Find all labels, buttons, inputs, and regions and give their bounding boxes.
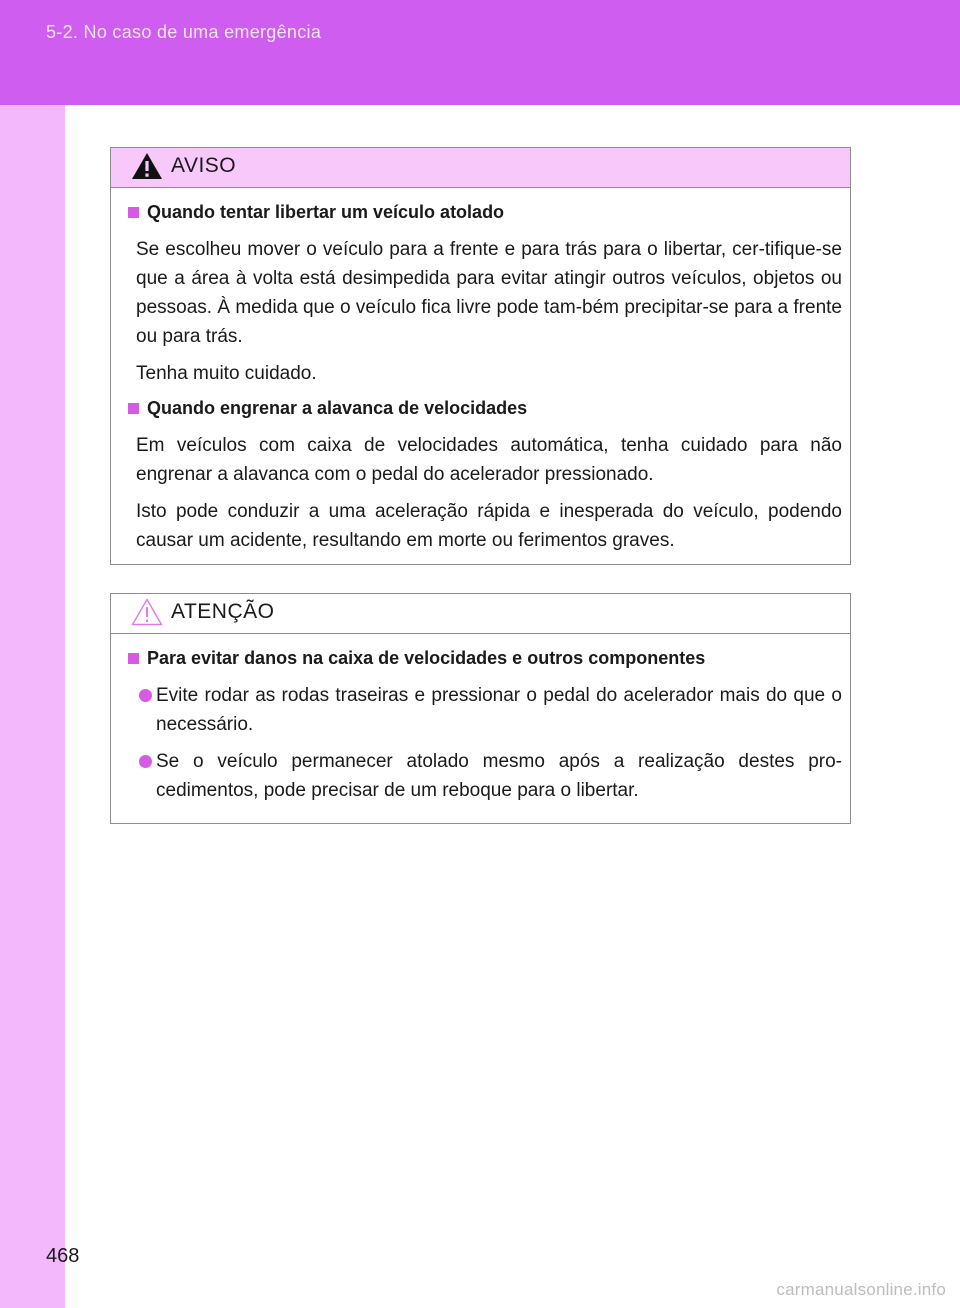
paragraph: Em veículos com caixa de velocidades automática, tenha cuidado para não engrenar a alavanca com o pedal do acelerador pressionado. — [136, 435, 842, 485]
paragraph: Tenha muito cuidado. — [136, 363, 317, 384]
list-item-text: Evite rodar as rodas traseiras e pressionar o pedal do acelerador mais do que o necessário. — [156, 685, 842, 735]
warning-box-header — [111, 148, 850, 188]
warning-triangle-outline-icon — [131, 597, 163, 627]
warning-box — [110, 147, 851, 565]
side-strip — [0, 105, 65, 1308]
square-bullet-icon — [128, 403, 139, 414]
paragraph: Isto pode conduzir a uma aceleração rápida e inesperada do veículo, podendo causar um acidente, resultando em morte ou ferimentos graves. — [136, 501, 842, 551]
section-heading-text: Para evitar danos na caixa de velocidades e outros componentes — [147, 648, 706, 668]
section-label: 5-2. No caso de uma emergência — [46, 22, 322, 42]
round-bullet-icon — [139, 689, 152, 702]
section-heading-text: Quando tentar libertar um veículo atolado — [147, 202, 505, 222]
list-item-text: Se o veículo permanecer atolado mesmo após a realização destes pro-cedimentos, pode precisar de um reboque para o libertar. — [156, 751, 842, 801]
list-item — [156, 747, 842, 805]
section-heading — [125, 202, 842, 223]
warning-box-body — [111, 188, 850, 573]
notice-box — [110, 593, 851, 824]
square-bullet-icon — [128, 207, 139, 218]
list-item — [156, 681, 842, 739]
notice-box-title: ATENÇÃO — [171, 599, 275, 623]
notice-box-header — [111, 594, 850, 634]
section-heading-text: Quando engrenar a alavanca de velocidades — [147, 398, 528, 418]
paragraph: Se escolheu mover o veículo para a frente e para trás para o libertar, cer-tifique-se que a área à volta está desimpedida para evitar atingir outros veículos, objetos ou pessoas. À medida que o veículo fica livre pode tam-bém precipitar-se para a frente ou para trás. — [136, 239, 842, 347]
footer-watermark: carmanualsonline.info — [776, 1280, 946, 1299]
header-band — [0, 0, 960, 105]
square-bullet-icon — [128, 653, 139, 664]
section-heading — [125, 648, 842, 669]
notice-box-body — [111, 634, 850, 823]
warning-box-title: AVISO — [171, 153, 237, 177]
warning-triangle-filled-icon — [131, 151, 163, 181]
section-heading — [125, 398, 842, 419]
round-bullet-icon — [139, 755, 152, 768]
page-number: 468 — [46, 1245, 80, 1267]
